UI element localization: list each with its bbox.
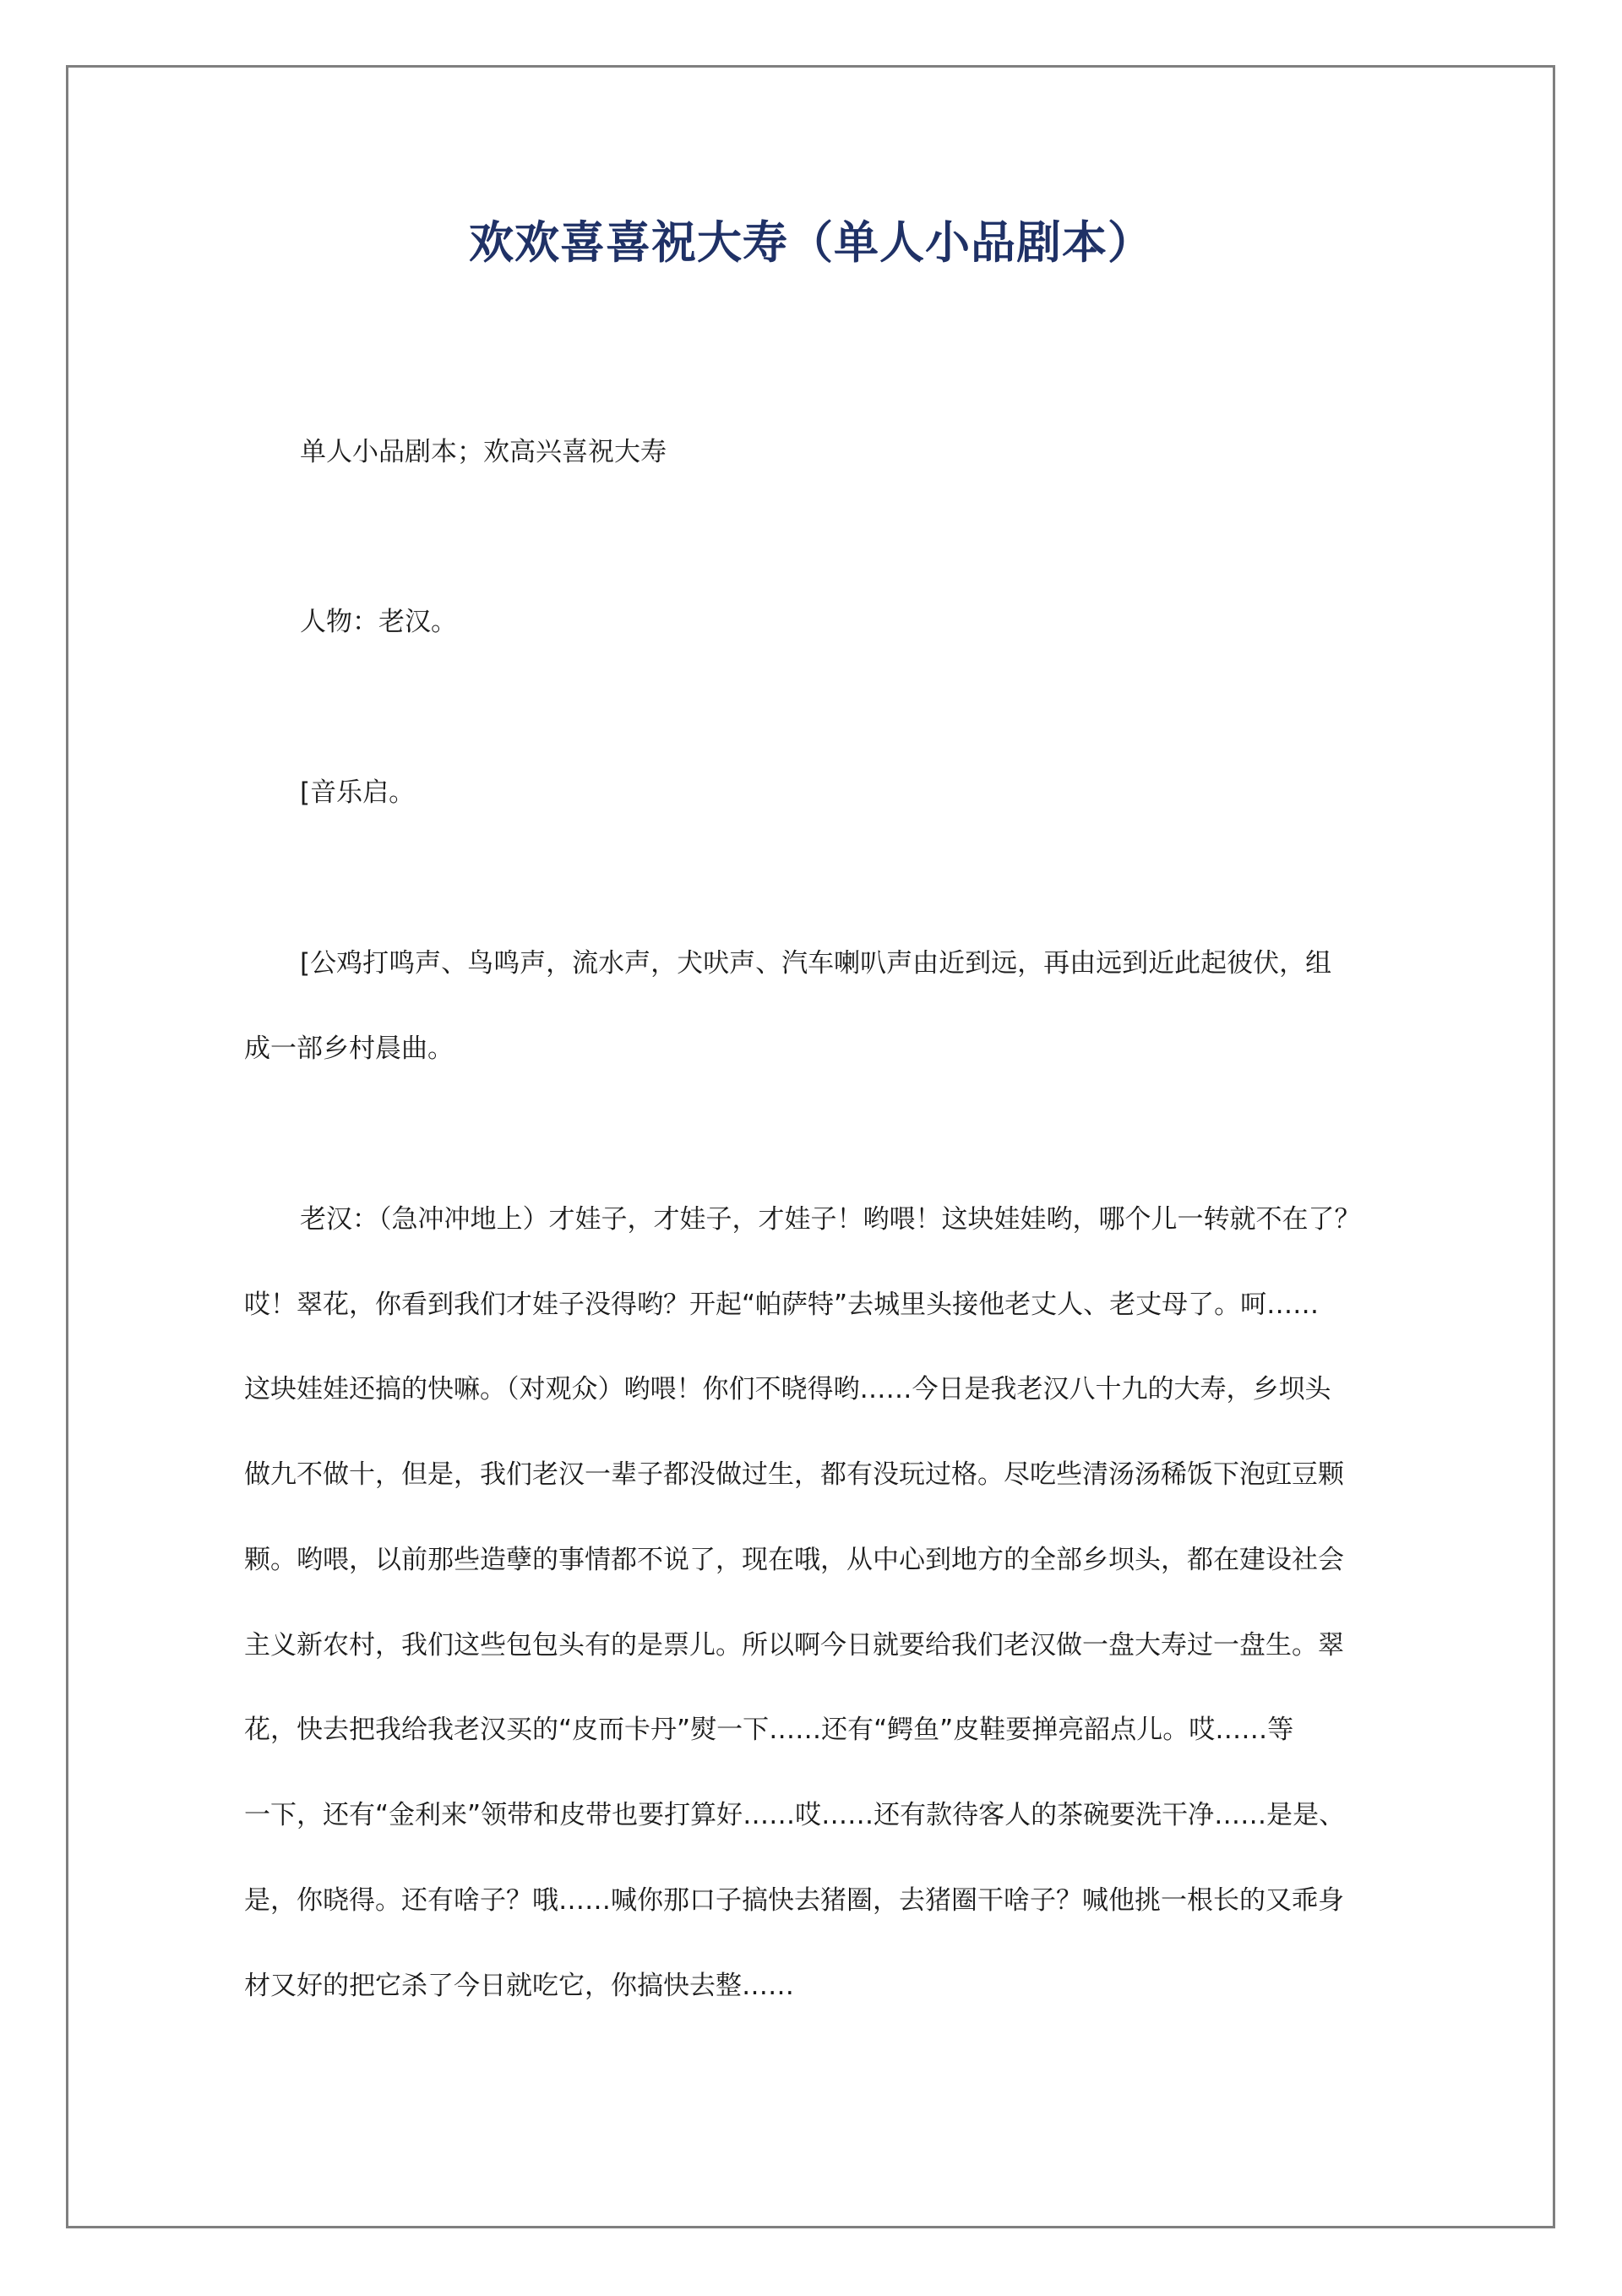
stage-direction-sounds: [公鸡打鸣声、鸟鸣声，流水声，犬吠声、汽车喇叭声由近到远，再由远到近此起彼伏，组 <box>300 948 1332 979</box>
paragraph-line: 一下，还有“金利来”领带和皮带也要打算好……哎……还有款待客人的茶碗要洗干净……是是、 <box>244 1800 1346 1830</box>
paragraph-line: 这块娃娃还搞的快嘛。（对观众）哟喂！你们不晓得哟……今日是我老汉八十九的大寿，乡坝头 <box>244 1374 1331 1404</box>
characters-line: 人物：老汉。 <box>300 607 457 637</box>
paragraph-line: 做九不做十，但是，我们老汉一辈子都没做过生，都有没玩过格。尽吃些清汤汤稀饭下泡豇豆颗 <box>244 1459 1344 1490</box>
paragraph-line: 材又好的把它杀了今日就吃它，你搞快去整…… <box>244 1971 794 2001</box>
document-title: 欢欢喜喜祝大寿（单人小品剧本） <box>469 217 1153 269</box>
paragraph-line: 哎！翠花，你看到我们才娃子没得哟？开起“帕萨特”去城里头接他老丈人、老丈母了。呵…… <box>244 1290 1320 1320</box>
paragraph-line: 主义新农村，我们这些包包头有的是票儿。所以啊今日就要给我们老汉做一盘大寿过一盘生。翠 <box>244 1630 1344 1661</box>
paragraph-line: 成一部乡村晨曲。 <box>244 1033 454 1064</box>
paragraph-line: 是，你晓得。还有啥子？哦……喊你那口子搞快去猪圈，去猪圈干啥子？喊他挑一根长的又乖身 <box>244 1885 1344 1916</box>
stage-direction-music: [音乐启。 <box>300 777 416 808</box>
subtitle-line: 单人小品剧本；欢高兴喜祝大寿 <box>300 437 667 467</box>
paragraph-line: 颗。哟喂，以前那些造孽的事情都不说了，现在哦，从中心到地方的全部乡坝头，都在建设社会 <box>244 1545 1344 1575</box>
paragraph-line: 花，快去把我给我老汉买的“皮而卡丹”熨一下……还有“鳄鱼”皮鞋要掸亮韶点儿。哎……等 <box>244 1715 1294 1745</box>
dialogue-line: 老汉：（急冲冲地上）才娃子，才娃子，才娃子！哟喂！这块娃娃哟，哪个儿一转就不在了？ <box>300 1204 1361 1235</box>
